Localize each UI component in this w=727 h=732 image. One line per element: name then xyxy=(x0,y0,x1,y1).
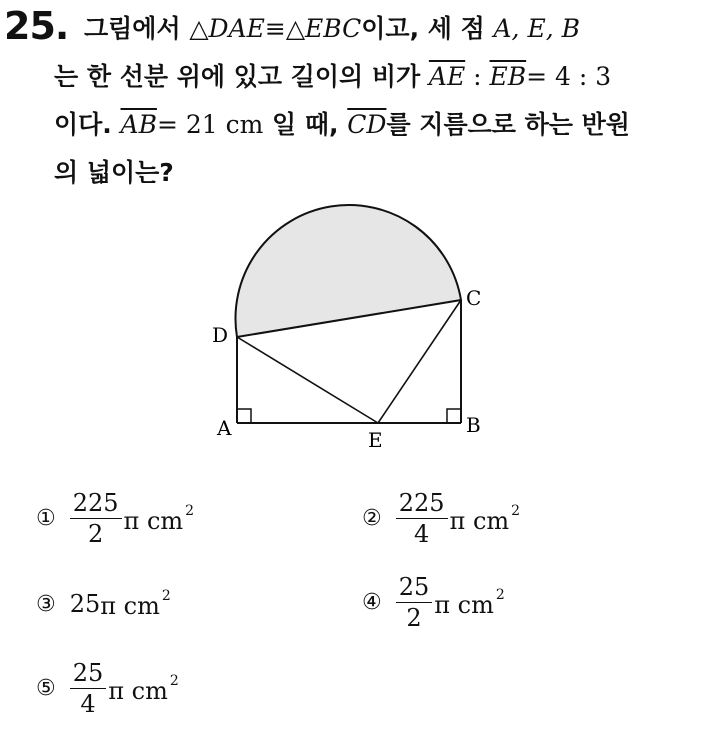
choice-unit xyxy=(100,588,171,620)
choice-coefficient: 25 xyxy=(69,590,101,618)
label-d: D xyxy=(212,323,229,347)
fraction-numerator: 25 xyxy=(70,658,107,689)
unit-text: π cm xyxy=(108,676,168,705)
question-text: 일 때, xyxy=(263,110,348,139)
choice-unit xyxy=(108,673,179,705)
question-line-1 xyxy=(84,12,580,46)
choice-fraction xyxy=(70,658,107,719)
unit-text: π cm xyxy=(100,592,160,620)
unit-text: π cm xyxy=(449,506,510,535)
label-b: B xyxy=(466,413,481,437)
ratio-colon: : xyxy=(465,62,490,91)
choice-4[interactable] xyxy=(362,572,505,633)
question-text: 그림에서 xyxy=(84,14,190,43)
unit-exponent: 2 xyxy=(185,502,195,519)
question-text: 이다. xyxy=(54,110,121,139)
question-line-2 xyxy=(54,60,611,94)
fraction-denominator: 4 xyxy=(414,520,430,548)
unit-exponent: 2 xyxy=(169,672,179,689)
points-expression: A, E, B xyxy=(493,14,580,43)
segment-de xyxy=(237,337,378,423)
choice-number: ② xyxy=(362,506,382,531)
right-angle-b xyxy=(447,409,461,423)
congruence-expression: △DAE≡△EBC xyxy=(189,14,362,43)
choice-unit xyxy=(434,587,505,619)
choice-number: ③ xyxy=(36,591,56,617)
geometry-figure xyxy=(200,195,500,460)
unit-text: π cm xyxy=(434,590,494,619)
unit-exponent: 2 xyxy=(511,502,521,519)
choice-fraction xyxy=(396,488,448,549)
label-e: E xyxy=(368,428,383,452)
segment-ab: $\overline{AB}$ xyxy=(120,110,157,139)
choice-number: ① xyxy=(36,506,56,531)
fraction-numerator: 225 xyxy=(396,488,448,519)
choice-number: ⑤ xyxy=(36,676,56,701)
segment-cd: $\overline{CD}$ xyxy=(347,110,387,139)
choice-fraction xyxy=(70,488,122,549)
unit-exponent: 2 xyxy=(495,586,505,603)
unit-exponent: 2 xyxy=(161,588,171,604)
fraction-denominator: 2 xyxy=(88,520,104,548)
choice-fraction xyxy=(396,572,433,633)
choice-2[interactable] xyxy=(362,488,520,549)
segment-ae: $\overline{AE}$ xyxy=(428,62,466,91)
label-c: C xyxy=(466,286,482,310)
choice-3[interactable] xyxy=(36,588,171,620)
choice-number: ④ xyxy=(362,590,382,615)
question-line-4: 의 넓이는? xyxy=(54,158,174,187)
ratio-value: = 4 : 3 xyxy=(526,62,612,91)
unit-text: π cm xyxy=(123,506,184,535)
question-text: 는 한 선분 위에 있고 길이의 비가 xyxy=(54,62,429,91)
label-a: A xyxy=(217,416,232,440)
fraction-numerator: 225 xyxy=(70,488,122,519)
question-text: 이고, 세 점 xyxy=(361,14,494,43)
length-value: = 21 cm xyxy=(156,110,264,139)
fraction-numerator: 25 xyxy=(396,572,433,603)
segment-ec xyxy=(378,300,461,423)
fraction-denominator: 2 xyxy=(406,604,422,632)
fraction-denominator: 4 xyxy=(80,690,96,718)
question-text: 를 지름으로 하는 반원 xyxy=(386,110,630,139)
choice-unit xyxy=(124,503,195,535)
question-number: 25. xyxy=(4,4,69,48)
choice-5[interactable] xyxy=(36,658,179,719)
question-line-3 xyxy=(54,108,630,142)
semicircle xyxy=(235,205,461,337)
segment-eb: $\overline{EB}$ xyxy=(489,62,527,91)
choice-1[interactable] xyxy=(36,488,194,549)
choice-unit xyxy=(450,503,521,535)
right-angle-a xyxy=(237,409,251,423)
